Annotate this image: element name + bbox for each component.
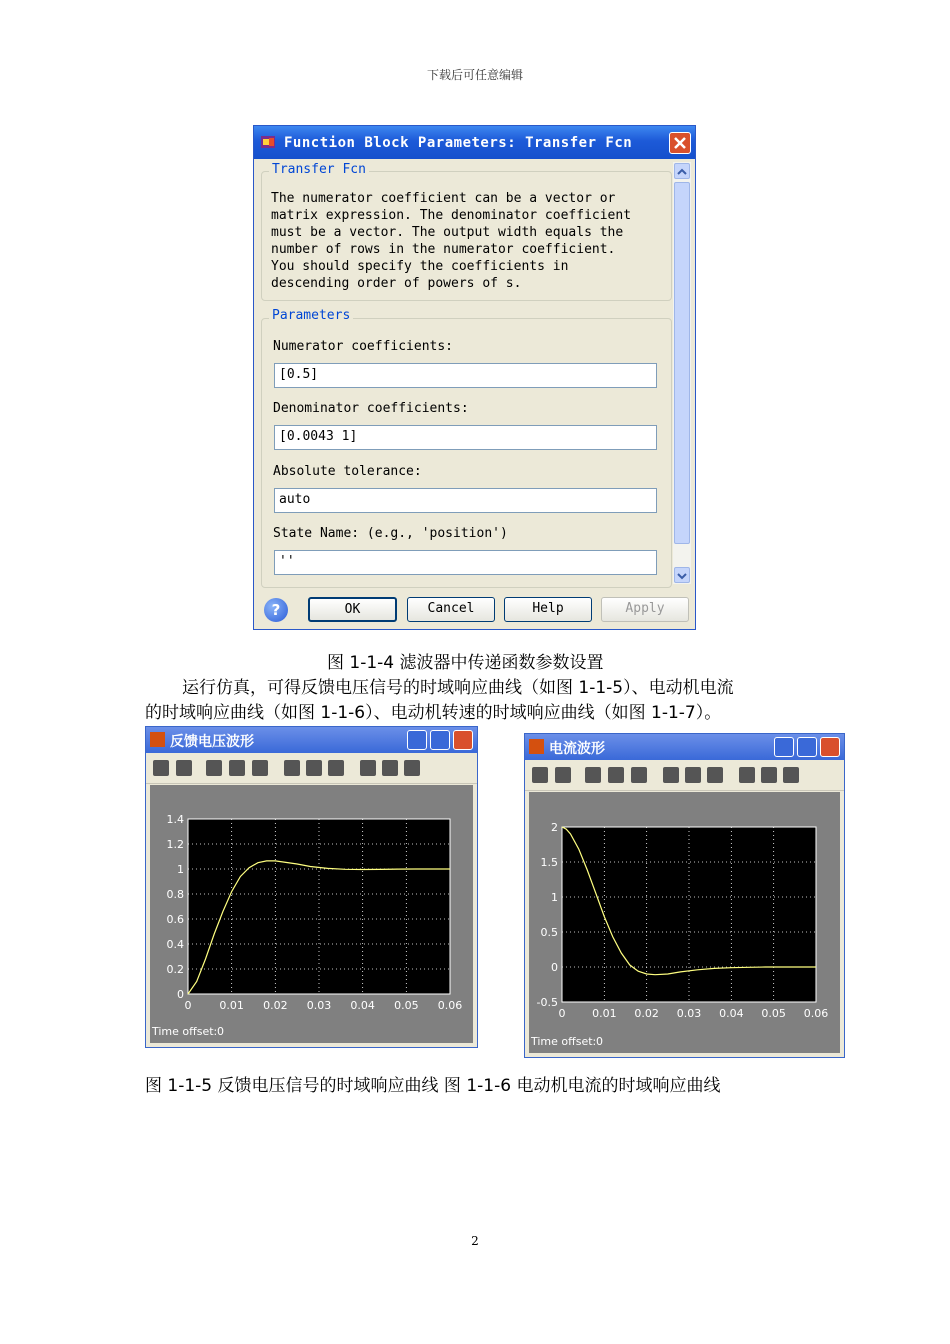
floating-scope-icon[interactable] [739, 767, 755, 783]
maximize-button[interactable] [797, 737, 817, 757]
x-tick-label: 0.06 [437, 999, 463, 1012]
zoom-icon[interactable] [585, 767, 601, 783]
scope-plot-area [529, 792, 840, 1053]
y-tick-label: 0.2 [166, 963, 184, 976]
scope-toolbar [146, 753, 477, 784]
zoom-x-icon[interactable] [608, 767, 624, 783]
scroll-up-button[interactable] [674, 163, 690, 179]
floating-scope-icon[interactable] [360, 760, 376, 776]
y-tick-label: 1.4 [166, 813, 184, 826]
close-button[interactable] [820, 737, 840, 757]
zoom-icon[interactable] [206, 760, 222, 776]
y-tick-label: 1 [177, 863, 184, 876]
feedback-voltage-chart [150, 785, 473, 1043]
figure-caption-1-1-4: 图 1-1-4 滤波器中传递函数参数设置 [327, 653, 604, 673]
y-tick-label: 1.5 [540, 856, 558, 869]
signal-selector-icon[interactable] [783, 767, 799, 783]
lock-icon[interactable] [761, 767, 777, 783]
block-description: The numerator coefficient can be a vector or matrix expression. The denominator coefficient must be a vector. The output width equals the number of rows in the numerator coefficient. You should specify the coefficients in descending order of powers of s. [271, 191, 632, 291]
scope-plot-area [150, 785, 473, 1043]
y-tick-label: 2 [551, 821, 558, 834]
ok-button[interactable]: OK [308, 597, 397, 622]
zoom-y-icon[interactable] [631, 767, 647, 783]
scope-toolbar [525, 760, 844, 791]
parameters-icon[interactable] [555, 767, 571, 783]
scope-window-current [524, 733, 845, 1058]
y-tick-label: 0.8 [166, 888, 184, 901]
function-block-parameters-dialog [253, 125, 696, 630]
dialog-title-bar[interactable] [254, 126, 695, 159]
x-tick-label: 0.04 [719, 1007, 744, 1020]
scope-title: 反馈电压波形 [170, 734, 254, 750]
dialog-title: Function Block Parameters: Transfer Fcn [284, 135, 633, 151]
denominator-label: Denominator coefficients: [273, 401, 469, 416]
y-tick-label: 0.6 [166, 913, 184, 926]
simulink-block-icon [260, 134, 276, 150]
x-tick-label: 0.06 [803, 1007, 829, 1020]
x-tick-label: 0 [184, 999, 192, 1012]
denominator-input[interactable]: [0.0043 1] [274, 425, 657, 450]
x-tick-label: 0.02 [634, 1007, 659, 1020]
x-tick-label: 0.03 [676, 1007, 702, 1020]
header-note: 下载后可任意编辑 [426, 68, 523, 82]
cancel-button[interactable]: Cancel [407, 597, 495, 622]
lock-icon[interactable] [382, 760, 398, 776]
numerator-input[interactable]: [0.5] [274, 363, 657, 388]
minimize-button[interactable] [407, 730, 427, 750]
close-button[interactable] [669, 132, 691, 154]
chevron-up-icon [675, 165, 689, 179]
y-tick-label: 0.4 [166, 938, 184, 951]
x-tick-label: 0.04 [350, 999, 375, 1012]
scope-title-bar[interactable] [146, 727, 477, 753]
help-question-icon[interactable]: ? [264, 598, 288, 622]
scope-title-bar[interactable] [525, 734, 844, 760]
y-tick-label: 1 [551, 891, 558, 904]
close-icon [670, 133, 690, 153]
state-name-input[interactable]: '' [274, 550, 657, 575]
x-tick-label: 0.03 [306, 999, 332, 1012]
x-tick-label: 0 [558, 1007, 566, 1020]
x-tick-label: 0.05 [761, 1007, 786, 1020]
block-group-legend: Transfer Fcn [269, 162, 369, 177]
abstol-input[interactable]: auto [274, 488, 657, 513]
x-tick-label: 0.05 [394, 999, 419, 1012]
scope-title: 电流波形 [549, 741, 605, 757]
restore-axes-icon[interactable] [707, 767, 723, 783]
close-button[interactable] [453, 730, 473, 750]
chevron-down-icon [675, 569, 689, 583]
numerator-label: Numerator coefficients: [273, 339, 454, 354]
minimize-button[interactable] [774, 737, 794, 757]
autoscale-icon[interactable] [284, 760, 300, 776]
print-icon[interactable] [153, 760, 169, 776]
figure-caption-1-1-5-and-1-1-6: 图 1-1-5 反馈电压信号的时域响应曲线 图 1-1-6 电动机电流的时域响应曲线 [145, 1076, 721, 1096]
time-offset-value: 0 [596, 1035, 603, 1048]
zoom-y-icon[interactable] [252, 760, 268, 776]
restore-axes-icon[interactable] [328, 760, 344, 776]
save-axes-icon[interactable] [685, 767, 701, 783]
matlab-icon [529, 739, 544, 754]
vertical-scrollbar[interactable] [673, 162, 691, 584]
save-axes-icon[interactable] [306, 760, 322, 776]
time-offset-label: Time offset: [152, 1025, 218, 1038]
parameters-icon[interactable] [176, 760, 192, 776]
autoscale-icon[interactable] [663, 767, 679, 783]
paragraph-line-1: 运行仿真，可得反馈电压信号的时域响应曲线（如图 1-1-5）、电动机电流 [182, 678, 734, 698]
apply-button[interactable]: Apply [601, 597, 689, 622]
signal-selector-icon[interactable] [404, 760, 420, 776]
current-chart [529, 792, 840, 1053]
page-number: 2 [471, 1234, 479, 1248]
y-tick-label: 1.2 [166, 838, 184, 851]
y-tick-label: 0.5 [540, 926, 558, 939]
y-tick-label: 0 [551, 961, 558, 974]
zoom-x-icon[interactable] [229, 760, 245, 776]
maximize-button[interactable] [430, 730, 450, 750]
time-offset-label: Time offset: [531, 1035, 597, 1048]
y-tick-label: 0 [177, 988, 184, 1001]
parameters-legend: Parameters [269, 308, 353, 323]
scroll-down-button[interactable] [674, 567, 690, 583]
print-icon[interactable] [532, 767, 548, 783]
scroll-thumb[interactable] [674, 182, 690, 544]
scope-window-feedback-voltage [145, 726, 478, 1048]
x-tick-label: 0.02 [263, 999, 288, 1012]
time-offset-value: 0 [217, 1025, 224, 1038]
state-name-label: State Name: (e.g., 'position') [273, 526, 508, 541]
x-tick-label: 0.01 [592, 1007, 617, 1020]
abstol-label: Absolute tolerance: [273, 464, 422, 479]
help-button[interactable]: Help [504, 597, 592, 622]
y-tick-label: -0.5 [536, 996, 558, 1009]
parameters-group [261, 318, 672, 588]
paragraph-line-2: 的时域响应曲线（如图 1-1-6）、电动机转速的时域响应曲线（如图 1-1-7）。 [145, 703, 722, 723]
matlab-icon [150, 732, 165, 747]
x-tick-label: 0.01 [219, 999, 244, 1012]
